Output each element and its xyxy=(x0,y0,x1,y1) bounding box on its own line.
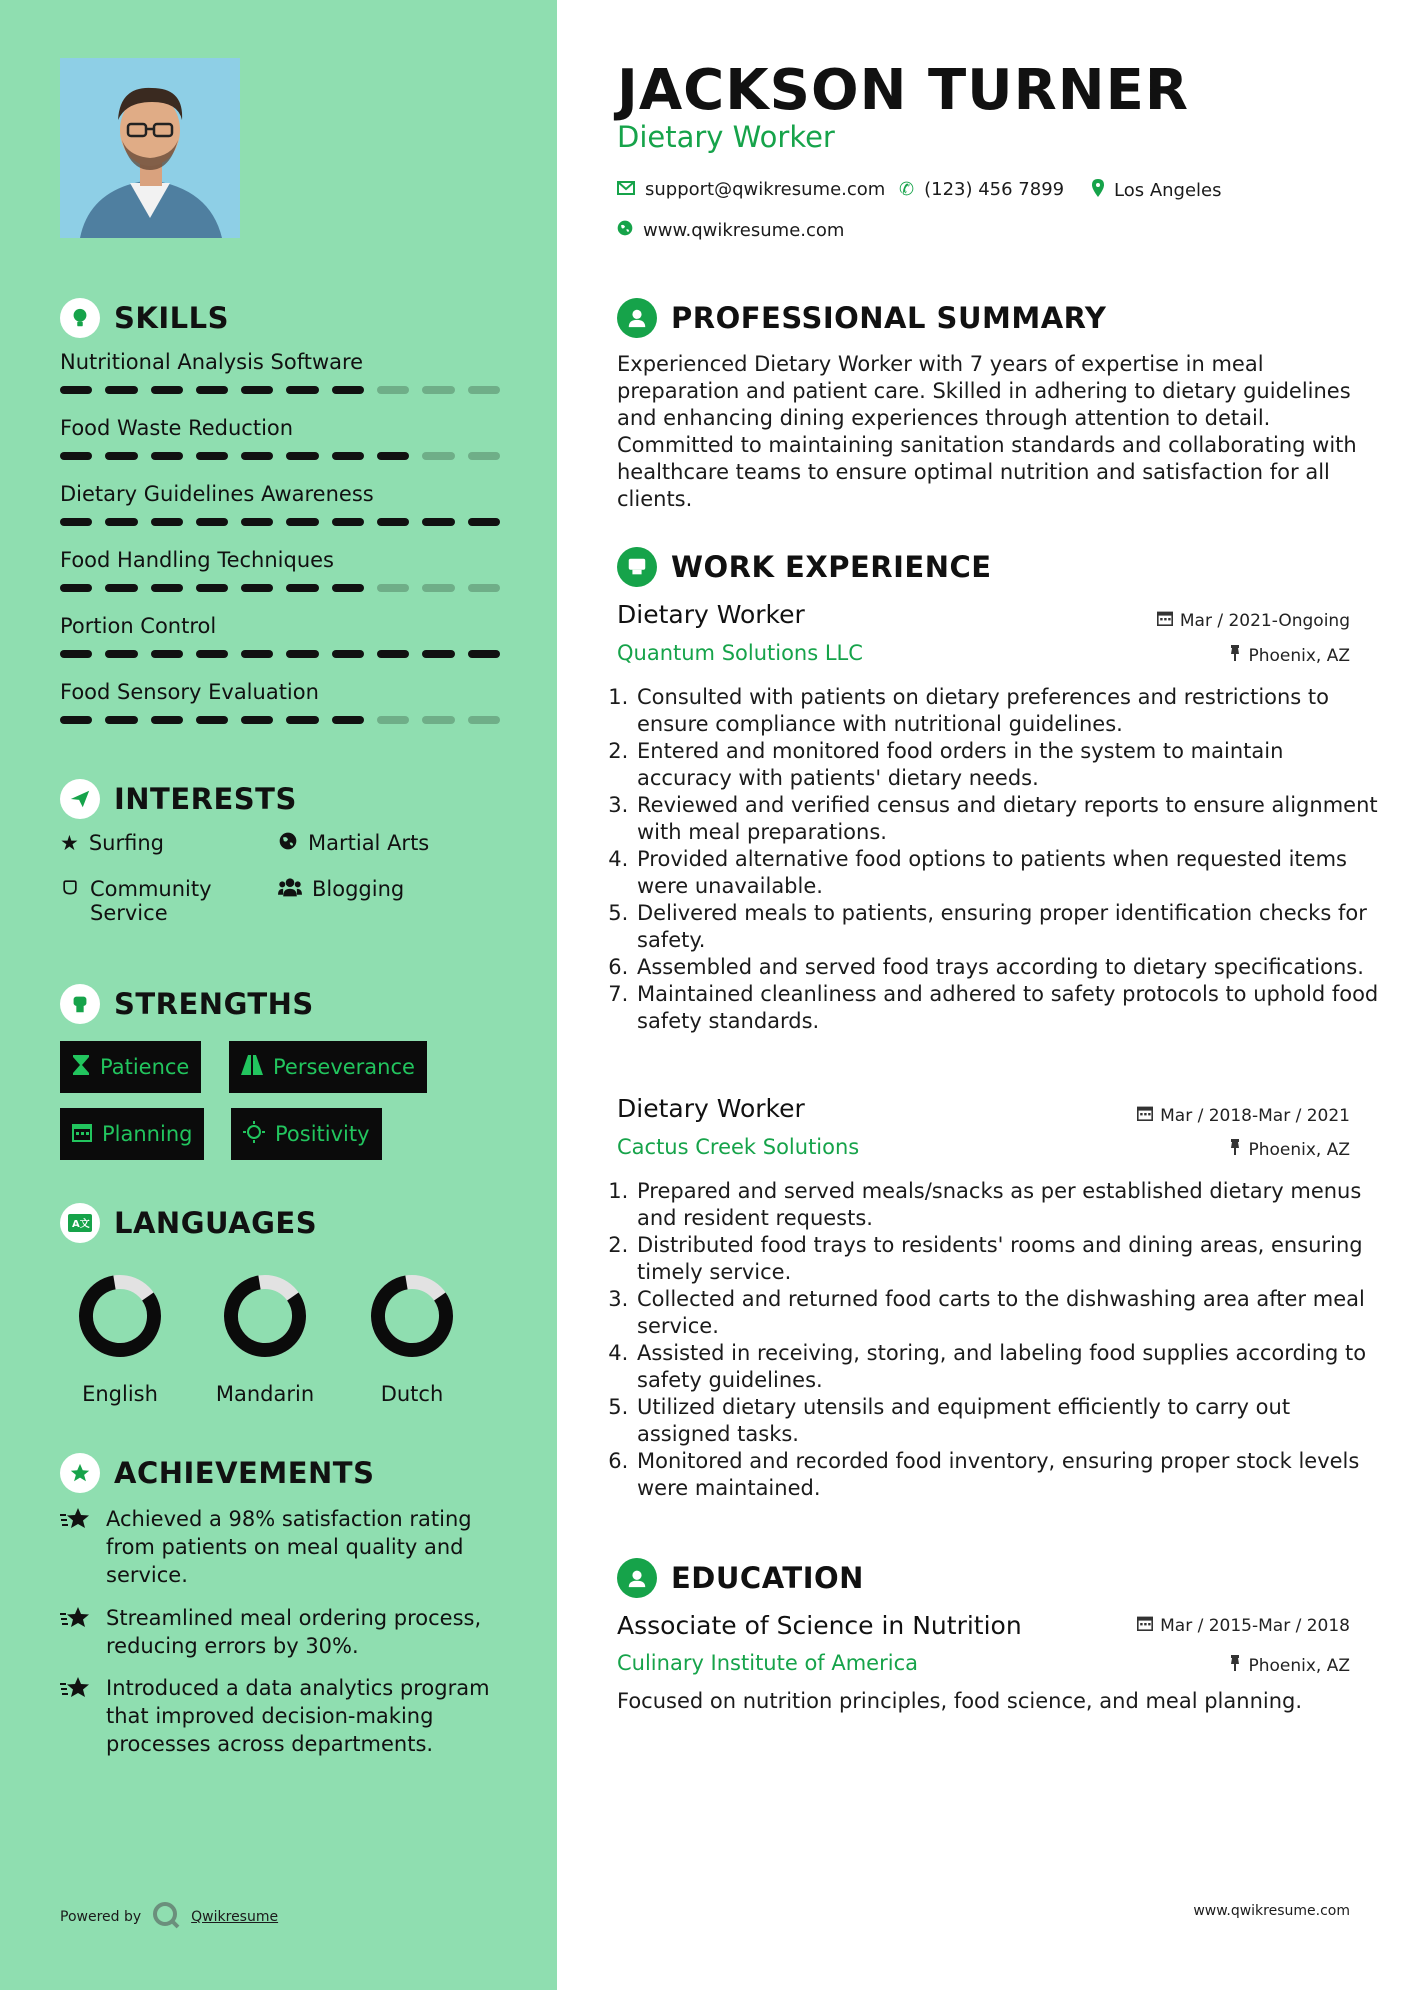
skill-level-dash xyxy=(196,518,228,526)
duty-item: 6. Monitored and recorded food inventory, ensuring proper stock levels were maintained. xyxy=(635,1448,1380,1502)
experience-heading: WORK EXPERIENCE xyxy=(617,547,992,587)
skill-level-dash xyxy=(196,584,228,592)
degree-title: Associate of Science in Nutrition xyxy=(617,1611,1022,1640)
star-badge-icon xyxy=(60,1453,100,1493)
candidate-name: JACKSON TURNER xyxy=(617,58,1190,123)
pin-icon xyxy=(1229,645,1241,666)
skill-level-dash xyxy=(468,386,500,394)
graduate-icon xyxy=(617,1558,657,1598)
skill-level-dash xyxy=(241,452,273,460)
skill-item xyxy=(60,614,500,658)
skill-level-bar xyxy=(60,584,500,592)
skill-label: Portion Control xyxy=(60,614,217,638)
skill-level-dash xyxy=(286,452,318,460)
paper-plane-icon xyxy=(60,779,100,819)
duty-item: 6. Assembled and served food trays according to dietary specifications. xyxy=(635,954,1380,981)
skill-item xyxy=(60,680,500,724)
language-label: English xyxy=(82,1382,158,1406)
skill-level-dash xyxy=(422,518,454,526)
skill-level-dash xyxy=(196,386,228,394)
duty-item: 5. Utilized dietary utensils and equipment efficiently to carry out assigned tasks. xyxy=(635,1394,1380,1448)
calendar-icon xyxy=(1137,1105,1153,1126)
skill-level-dash xyxy=(468,716,500,724)
fist-icon xyxy=(60,984,100,1024)
skill-level-dash xyxy=(286,386,318,394)
skill-level-dash xyxy=(241,584,273,592)
skill-level-bar xyxy=(60,650,500,658)
user-icon xyxy=(617,298,657,338)
lightbulb-icon xyxy=(60,298,100,338)
skill-level-dash xyxy=(332,452,364,460)
skill-level-dash xyxy=(151,518,183,526)
duty-item: 7. Maintained cleanliness and adhered to safety protocols to uphold food safety standards. xyxy=(635,981,1380,1035)
skill-level-dash xyxy=(377,452,409,460)
contact-email: support@qwikresume.com xyxy=(617,179,885,200)
skill-level-dash xyxy=(151,650,183,658)
job-duties xyxy=(617,684,1380,1035)
duty-item: 5. Delivered meals to patients, ensuring proper identification checks for safety. xyxy=(635,900,1380,954)
star-icon xyxy=(60,1505,94,1589)
skill-level-dash xyxy=(332,518,364,526)
skill-level-dash xyxy=(468,650,500,658)
interest-item: Community Service xyxy=(60,877,240,925)
job-location: Phoenix, AZ xyxy=(1229,1139,1350,1160)
calendar-icon xyxy=(1157,610,1173,631)
skill-level-dash xyxy=(422,650,454,658)
skill-level-dash xyxy=(196,452,228,460)
achievement-item: Introduced a data analytics program that improved decision-making processes across departments. xyxy=(60,1674,500,1758)
company-name: Cactus Creek Solutions xyxy=(617,1135,860,1159)
skill-level-dash xyxy=(468,518,500,526)
interest-item: ★ Surfing xyxy=(60,831,164,855)
interest-item: Blogging xyxy=(278,877,404,902)
skill-level-bar xyxy=(60,518,500,526)
globe-icon xyxy=(617,220,633,241)
duty-item: 2. Distributed food trays to residents' rooms and dining areas, ensuring timely service. xyxy=(635,1232,1380,1286)
duty-item: 3. Collected and returned food carts to the dishwashing area after meal service. xyxy=(635,1286,1380,1340)
skill-level-dash xyxy=(332,650,364,658)
profile-photo xyxy=(60,58,240,238)
skill-level-dash xyxy=(105,518,137,526)
duty-item: 3. Reviewed and verified census and dietary reports to ensure alignment with meal preparations. xyxy=(635,792,1380,846)
education-heading: EDUCATION xyxy=(617,1558,864,1598)
skill-level-dash xyxy=(241,716,273,724)
language-level-ring xyxy=(357,1268,467,1364)
skill-level-dash xyxy=(377,716,409,724)
road-icon xyxy=(241,1055,263,1080)
skill-level-dash xyxy=(286,650,318,658)
globe-icon xyxy=(278,831,298,856)
skill-level-dash xyxy=(151,386,183,394)
language-label: Dutch xyxy=(380,1382,444,1406)
job-duties xyxy=(617,1178,1380,1502)
powered-by: Powered by Qwikresume xyxy=(60,1900,278,1934)
skill-level-dash xyxy=(151,452,183,460)
skill-item xyxy=(60,416,500,460)
envelope-icon xyxy=(617,179,635,200)
skill-level-dash xyxy=(332,386,364,394)
pin-icon xyxy=(1229,1139,1241,1160)
job-title: Dietary Worker xyxy=(617,1094,805,1123)
hand-icon xyxy=(60,877,80,902)
achievements-heading: ACHIEVEMENTS xyxy=(60,1453,374,1493)
skill-level-dash xyxy=(105,452,137,460)
education-location: Phoenix, AZ xyxy=(1229,1655,1350,1676)
skill-label: Food Sensory Evaluation xyxy=(60,680,319,704)
skill-level-dash xyxy=(422,584,454,592)
footer-website[interactable]: www.qwikresume.com xyxy=(1193,1903,1350,1919)
skill-level-dash xyxy=(377,650,409,658)
skill-item xyxy=(60,548,500,592)
skill-level-dash xyxy=(241,650,273,658)
language-icon xyxy=(60,1203,100,1243)
company-name: Quantum Solutions LLC xyxy=(617,641,863,665)
skill-level-dash xyxy=(105,584,137,592)
education-text: Focused on nutrition principles, food science, and meal planning. xyxy=(617,1689,1303,1713)
skills-heading: SKILLS xyxy=(60,298,229,338)
skill-level-dash xyxy=(377,518,409,526)
skill-level-dash xyxy=(286,518,318,526)
skill-level-dash xyxy=(468,584,500,592)
job-date: Mar / 2018-Mar / 2021 xyxy=(1137,1105,1350,1126)
skill-level-dash xyxy=(105,650,137,658)
candidate-role: Dietary Worker xyxy=(617,120,835,154)
skill-level-dash xyxy=(60,452,92,460)
language-item xyxy=(210,1268,320,1406)
sidebar xyxy=(0,0,557,1990)
skill-level-dash xyxy=(377,386,409,394)
contact-phone: ✆ (123) 456 7899 xyxy=(899,179,1065,200)
skill-label: Nutritional Analysis Software xyxy=(60,350,364,374)
job-location: Phoenix, AZ xyxy=(1229,645,1350,666)
languages-heading: A文 LANGUAGES xyxy=(60,1203,317,1243)
map-pin-icon xyxy=(1092,179,1104,202)
skill-level-dash xyxy=(422,386,454,394)
qwikresume-logo-icon xyxy=(151,1900,181,1934)
job-date: Mar / 2021-Ongoing xyxy=(1157,610,1350,631)
duty-item: 4. Assisted in receiving, storing, and labeling food supplies according to safety guidelines. xyxy=(635,1340,1380,1394)
skill-level-dash xyxy=(60,386,92,394)
strengths-heading: STRENGTHS xyxy=(60,984,314,1024)
achievement-item: Achieved a 98% satisfaction rating from patients on meal quality and service. xyxy=(60,1505,500,1589)
summary-heading: PROFESSIONAL SUMMARY xyxy=(617,298,1106,338)
interest-item: Martial Arts xyxy=(278,831,429,856)
phone-icon: ✆ xyxy=(899,179,915,200)
language-level-ring xyxy=(65,1268,175,1364)
users-icon xyxy=(278,877,302,902)
interests-heading: INTERESTS xyxy=(60,779,297,819)
skill-level-bar xyxy=(60,386,500,394)
duty-item: 4. Provided alternative food options to patients when requested items were unavailable. xyxy=(635,846,1380,900)
skill-item xyxy=(60,482,500,526)
strength-chip: Positivity xyxy=(231,1108,382,1160)
skill-level-bar xyxy=(60,452,500,460)
skill-level-dash xyxy=(196,716,228,724)
skill-level-dash xyxy=(196,650,228,658)
skill-level-dash xyxy=(60,584,92,592)
calendar-icon xyxy=(72,1122,92,1147)
language-label: Mandarin xyxy=(215,1382,315,1406)
language-item xyxy=(65,1268,175,1406)
contact-location: Los Angeles xyxy=(1092,179,1222,202)
skill-level-dash xyxy=(332,716,364,724)
strength-chip: Patience xyxy=(60,1041,201,1093)
skill-level-dash xyxy=(422,452,454,460)
hourglass-icon xyxy=(72,1054,90,1081)
qwikresume-link[interactable]: Qwikresume xyxy=(191,1909,279,1925)
skill-level-dash xyxy=(151,584,183,592)
skill-level-dash xyxy=(422,716,454,724)
skill-level-dash xyxy=(241,386,273,394)
main-content xyxy=(557,0,1407,1990)
star-icon: ★ xyxy=(60,831,79,855)
duty-item: 1. Consulted with patients on dietary preferences and restrictions to ensure compliance with nutritional guidelines. xyxy=(635,684,1380,738)
language-level-ring xyxy=(210,1268,320,1364)
language-item xyxy=(357,1268,467,1406)
skill-level-dash xyxy=(60,716,92,724)
skill-level-dash xyxy=(105,716,137,724)
summary-text: Experienced Dietary Worker with 7 years of expertise in meal preparation and patient care. Skilled in adhering to dietary guidelines and enhancing dining experiences through attention to detail. Committed to maintaining sanitation standards and collaborating with healthcare teams to ensure optimal nutrition and satisfaction for all clients. xyxy=(617,352,1357,511)
skill-level-dash xyxy=(151,716,183,724)
strength-chip: Perseverance xyxy=(229,1041,427,1093)
duty-item: 2. Entered and monitored food orders in the system to maintain accuracy with patients' dietary needs. xyxy=(635,738,1380,792)
star-icon xyxy=(60,1674,94,1758)
job-title: Dietary Worker xyxy=(617,600,805,629)
skill-level-bar xyxy=(60,716,500,724)
duty-item: 1. Prepared and served meals/snacks as per established dietary menus and resident requests. xyxy=(635,1178,1380,1232)
skill-level-dash xyxy=(377,584,409,592)
skill-level-dash xyxy=(468,452,500,460)
pin-icon xyxy=(1229,1655,1241,1676)
achievement-item: Streamlined meal ordering process, reducing errors by 30%. xyxy=(60,1604,500,1660)
skill-item xyxy=(60,350,500,394)
skill-level-dash xyxy=(286,584,318,592)
calendar-icon xyxy=(1137,1615,1153,1636)
skill-level-dash xyxy=(60,518,92,526)
skill-level-dash xyxy=(332,584,364,592)
skill-level-dash xyxy=(60,650,92,658)
education-date: Mar / 2015-Mar / 2018 xyxy=(1137,1615,1350,1636)
briefcase-icon xyxy=(617,547,657,587)
school-name: Culinary Institute of America xyxy=(617,1651,918,1675)
skill-level-dash xyxy=(241,518,273,526)
sun-icon xyxy=(243,1121,265,1148)
star-icon xyxy=(60,1604,94,1660)
skill-label: Dietary Guidelines Awareness xyxy=(60,482,374,506)
skill-label: Food Waste Reduction xyxy=(60,416,294,440)
strength-chip: Planning xyxy=(60,1108,204,1160)
skill-label: Food Handling Techniques xyxy=(60,548,334,572)
skill-level-dash xyxy=(286,716,318,724)
skill-level-dash xyxy=(105,386,137,394)
contact-website: www.qwikresume.com xyxy=(617,220,844,241)
svg-text:A文: A文 xyxy=(72,1219,90,1230)
